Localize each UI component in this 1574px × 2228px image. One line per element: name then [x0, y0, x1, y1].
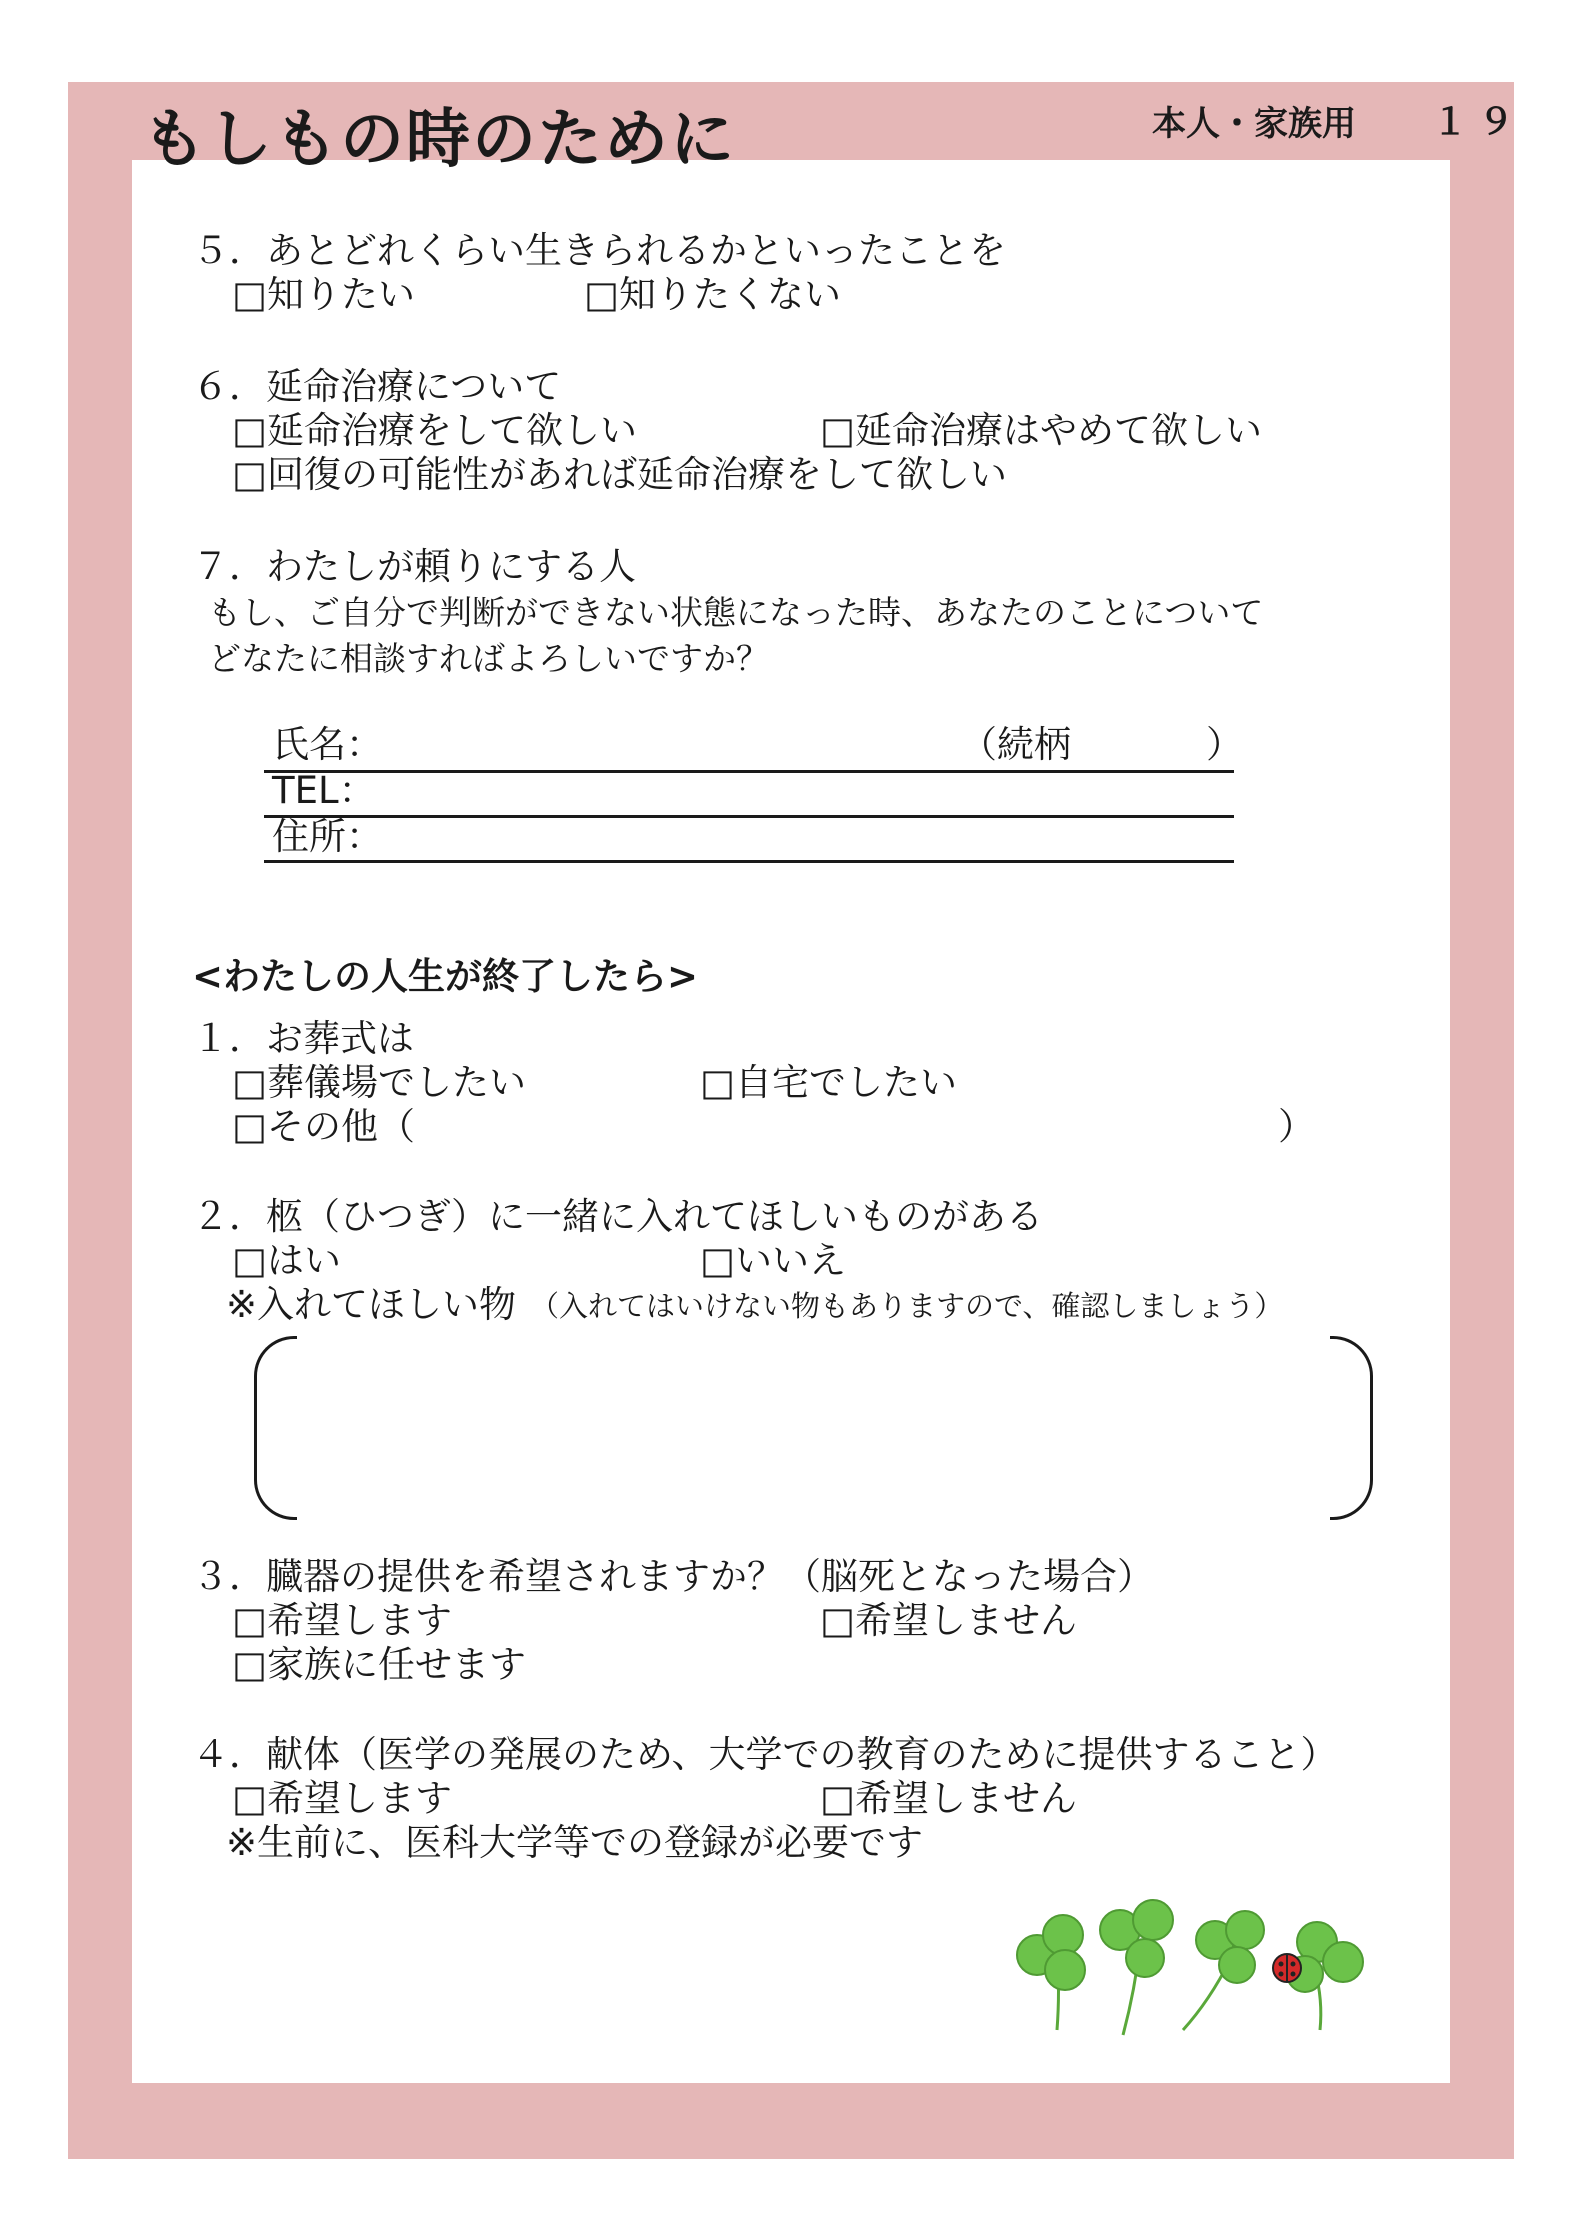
funeral-other-close: ）	[1278, 1105, 1315, 1148]
funeral-option-hall[interactable]: □葬儀場でしたい	[232, 1061, 526, 1104]
coffin-question: ２．柩（ひつぎ）に一緒に入れてほしいものがある	[192, 1195, 1043, 1238]
q6-option-want[interactable]: □延命治療をして欲しい	[232, 409, 637, 452]
page-title: もしもの時のために	[142, 103, 736, 177]
q6-option-stop[interactable]: □延命治療はやめて欲しい	[820, 409, 1262, 452]
relation-field-open: （続柄	[960, 723, 1071, 766]
coffin-items-box-right[interactable]	[1330, 1336, 1373, 1520]
organ-question: ３．臓器の提供を希望されますか？（脳死となった場合）	[192, 1555, 1154, 1598]
coffin-option-yes[interactable]: □はい	[232, 1239, 341, 1282]
q6-question: ６．延命治療について	[192, 365, 562, 408]
clover-leaf-icon	[1017, 1900, 1363, 1992]
q7-question: ７．わたしが頼りにする人	[192, 545, 636, 588]
q5-question: ５．あとどれくらい生きられるかといったことを	[192, 229, 1006, 272]
funeral-option-other[interactable]: □その他（	[232, 1105, 415, 1148]
coffin-option-no[interactable]: □いいえ	[700, 1239, 846, 1282]
organ-option-family[interactable]: □家族に任せます	[232, 1643, 526, 1686]
q7-description-line1: もし、ご自分で判断ができない状態になった時、あなたのことについて	[208, 593, 1264, 632]
funeral-question: １．お葬式は	[192, 1017, 414, 1060]
ladybug-icon	[1273, 1954, 1301, 1982]
tel-field-line[interactable]	[264, 815, 1234, 818]
coffin-items-box-left[interactable]	[254, 1336, 297, 1520]
address-field-line[interactable]	[264, 860, 1234, 863]
q7-description-line2: どなたに相談すればよろしいですか？	[208, 639, 769, 678]
donation-option-no[interactable]: □希望しません	[820, 1777, 1077, 1820]
q6-option-conditional[interactable]: □回復の可能性があれば延命治療をして欲しい	[232, 453, 1007, 496]
audience-label: 本人・家族用	[1152, 104, 1356, 144]
name-field-line[interactable]	[264, 770, 1234, 773]
relation-field-close: ）	[1206, 723, 1243, 766]
tel-field-label: TEL：	[272, 769, 376, 812]
organ-option-no[interactable]: □希望しません	[820, 1599, 1077, 1642]
address-field-label: 住所：	[272, 815, 383, 858]
coffin-note-main: ※入れてほしい物	[226, 1283, 517, 1326]
q5-option-want[interactable]: □知りたい	[232, 273, 415, 316]
donation-question: ４．献体（医学の発展のため、大学での教育のために提供すること）	[192, 1733, 1338, 1776]
page-number: １９	[1432, 102, 1525, 143]
coffin-note-sub: （入れてはいけない物もありますので、確認しましょう）	[530, 1289, 1284, 1323]
donation-note: ※生前に、医科大学等での登録が必要です	[226, 1821, 924, 1864]
clover-illustration	[1005, 1890, 1385, 2040]
donation-option-yes[interactable]: □希望します	[232, 1777, 452, 1820]
name-field-label: 氏名：	[272, 723, 383, 766]
q5-option-not-want[interactable]: □知りたくない	[584, 273, 841, 316]
funeral-option-home[interactable]: □自宅でしたい	[700, 1061, 957, 1104]
section-heading: <わたしの人生が終了したら>	[192, 955, 699, 998]
organ-option-yes[interactable]: □希望します	[232, 1599, 452, 1642]
